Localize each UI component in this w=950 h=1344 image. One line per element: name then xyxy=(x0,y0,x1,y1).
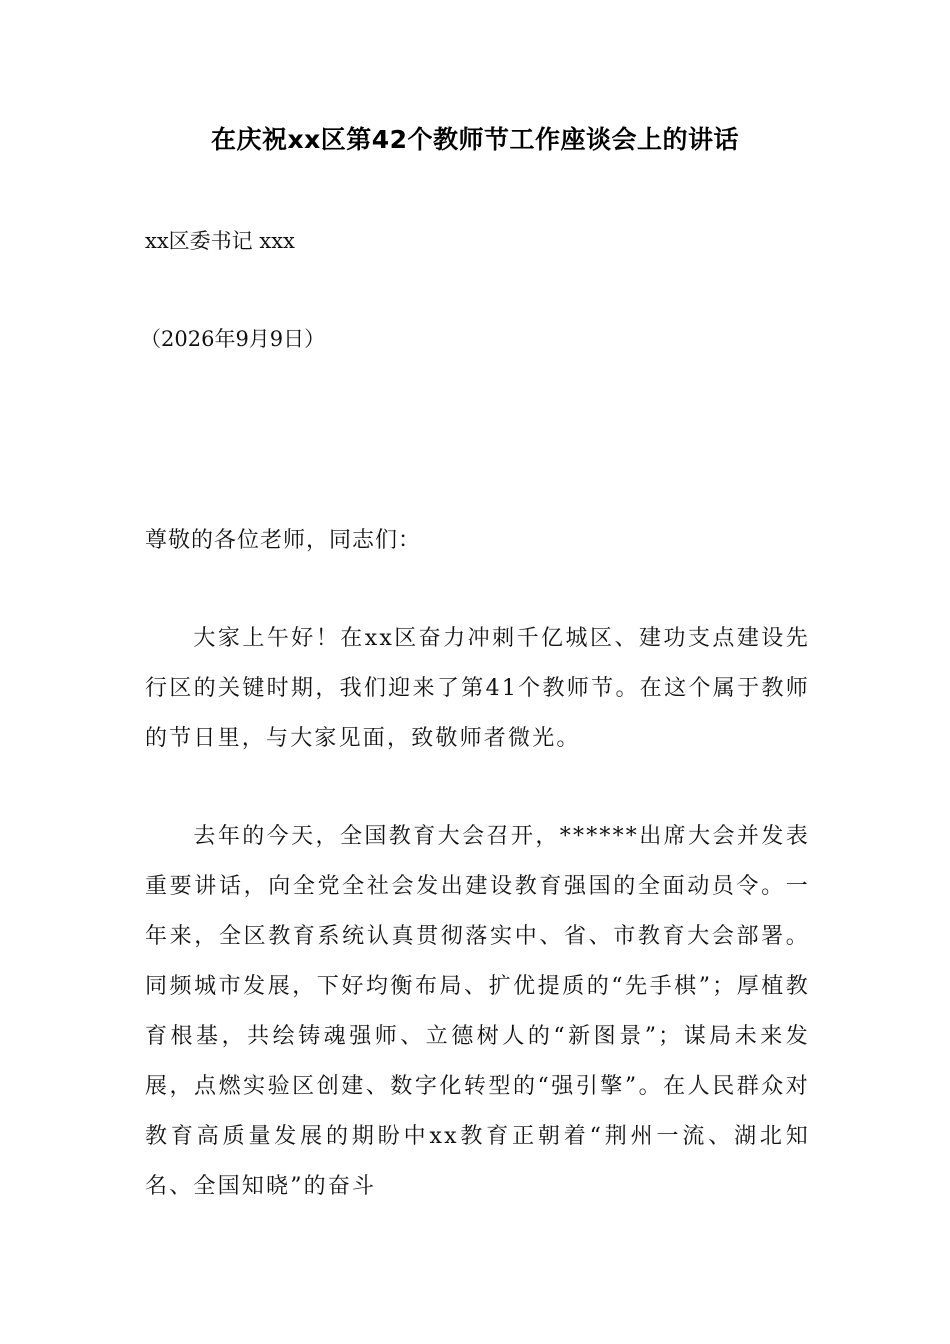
author-line: xx区委书记 xxx xyxy=(145,229,295,253)
date-line: （2026年9月9日） xyxy=(140,327,326,351)
salutation: 尊敬的各位老师，同志们： xyxy=(145,528,422,553)
body-paragraph: 去年的今天，全国教育大会召开，******出席大会并发表重要讲话，向全党全社会发出建设教育强国的全面动员令。一年来，全区教育系统认真贯彻落实中、省、市教育大会部署。同频城市发展，下好均衡布局、扩优提质的“先手棋”；厚植教育根基，共绘铸魂强师、立德树人的“新图景”；谋局未来发展，点燃实验区创建、数字化转型的“强引擎”。在人民群众对教育高质量发展的期盼中xx教育正朝着“荆州一流、湖北知名、全国知晓”的奋斗 xyxy=(145,824,810,1199)
body-paragraph: 大家上午好！在xx区奋力冲刺千亿城区、建功支点建设先行区的关键时期，我们迎来了第41个教师节。在这个属于教师的节日里，与大家见面，致敬师者微光。 xyxy=(145,626,810,751)
document-title: 在庆祝xx区第42个教师节工作座谈会上的讲话 xyxy=(210,125,740,154)
